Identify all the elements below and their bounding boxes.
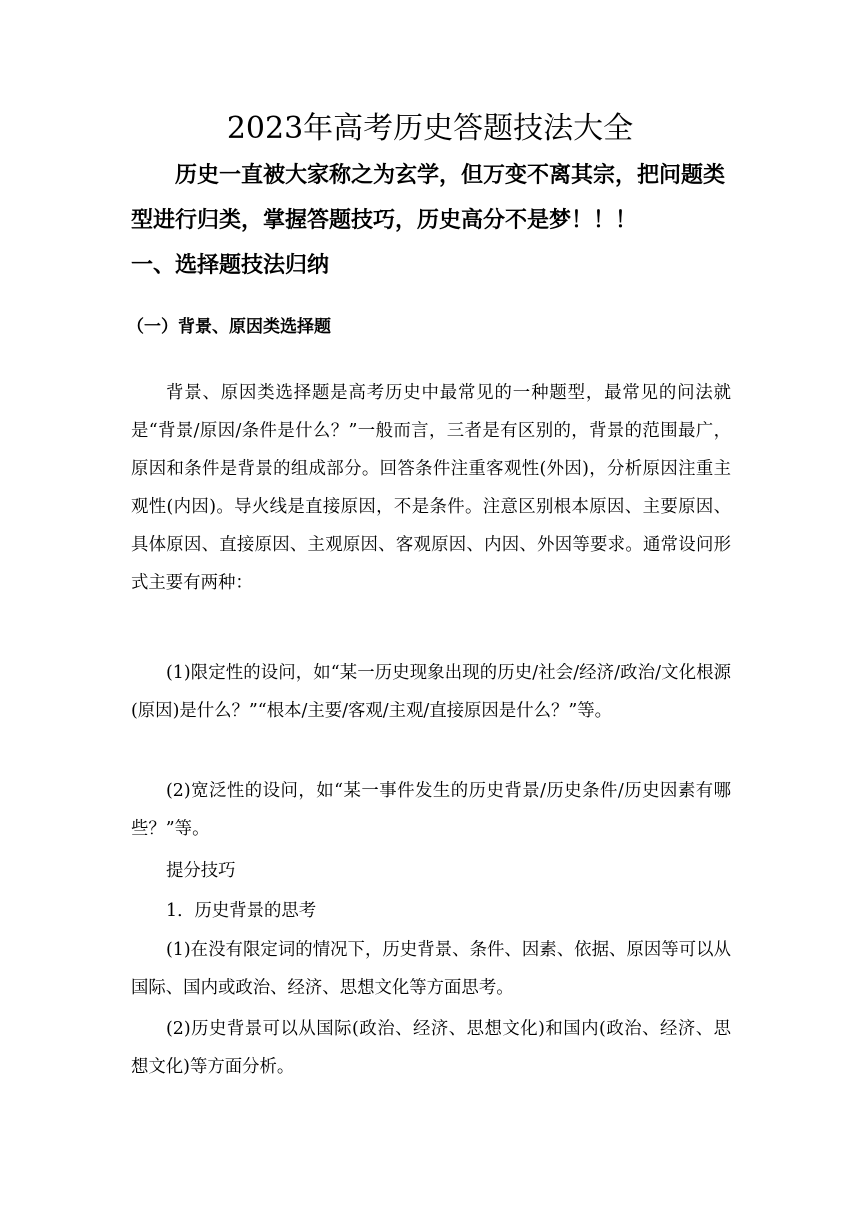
body-paragraph-4: 提分技巧 xyxy=(166,861,236,881)
body-paragraph-3: (2)宽泛性的设问，如“某一事件发生的历史背景/历史条件/历史因素有哪些？”等。 xyxy=(131,781,731,839)
section-heading-choice-questions: 一、选择题技法归纳 xyxy=(131,253,330,278)
body-paragraph-5: 1．历史背景的思考 xyxy=(166,901,317,921)
body-paragraph-1: 背景、原因类选择题是高考历史中最常见的一种题型，最常见的问法就是“背景/原因/条件是什么？”一般而言，三者是有区别的，背景的范围最广，原因和条件是背景的组成部分。回答条件注重客观性(外因)，分析原因注重主观性(内因)。导火线是直接原因，不是条件。注意区别根本原因、主要原因、具体原因、直接原因、主观原因、客观原因、内因、外因等要求。通常设问形式主要有两种： xyxy=(131,383,731,593)
body-paragraph-2: (1)限定性的设问，如“某一历史现象出现的历史/社会/经济/政治/文化根源(原因)是什么？”“根本/主要/客观/主观/直接原因是什么？”等。 xyxy=(131,663,731,721)
body-paragraph-6: (1)在没有限定词的情况下，历史背景、条件、因素、依据、原因等可以从国际、国内或政治、经济、思想文化等方面思考。 xyxy=(131,940,731,998)
document-title: 2023年高考历史答题技法大全 xyxy=(226,111,634,146)
subsection-heading-background-cause: （一）背景、原因类选择题 xyxy=(127,317,331,337)
body-paragraph-7: (2)历史背景可以从国际(政治、经济、思想文化)和国内(政治、经济、思想文化)等方面分析。 xyxy=(131,1019,731,1077)
intro-paragraph: 历史一直被大家称之为玄学，但万变不离其宗，把问题类型进行归类，掌握答题技巧，历史高分不是梦！！！ xyxy=(131,163,726,233)
